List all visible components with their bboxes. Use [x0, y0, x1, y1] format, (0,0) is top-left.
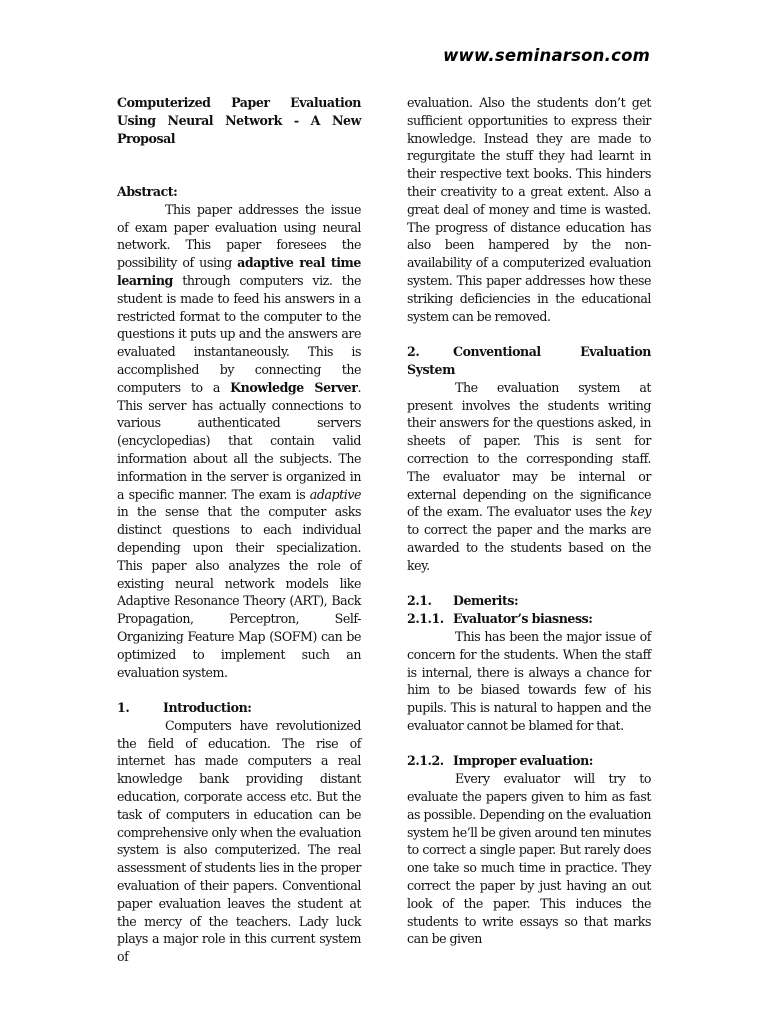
intro-paragraph: Computers have revolutionized the field of education. The rise of internet has made computers a real knowledge bank providing distant education, corporate access etc. But the task of computers in education can be comprehensive only when the evaluation system is also computerized. The real assessment of students lies in the proper evaluation of their papers. Conventional paper evaluation leaves the student at the mercy of the teachers. Lady luck plays a major role in this current system of — [117, 717, 361, 965]
section-2-1-2-heading: 2.1.2. Improper evaluation: — [407, 753, 593, 769]
right-column — [407, 94, 651, 948]
section-2-heading-cont: System — [407, 361, 455, 377]
section-2-1-heading: 2.1. Demerits: — [407, 593, 519, 609]
section-2-1-2-paragraph: Every evaluator will try to evaluate the papers given to him as fast as possible. Depending on the evaluation system he’ll be given around ten minutes to correct a single paper. But rarely does one take so much time in practice. They correct the paper by just having an out look of the paper. This induces the students to write essays so that marks can be given — [407, 771, 651, 947]
section-2-1-1-paragraph: This has been the major issue of concern for the students. When the staff is internal, there is always a chance for him to be biased towards few of his pupils. This is natural to happen and the evaluator cannot be blamed for that. — [407, 628, 651, 733]
section-2-paragraph: The evaluation system at present involves the students writing their answers for the questions asked, in sheets of paper. This is sent for correction to the corresponding staff. The evaluator may be internal or external depending on the significance of the exam. The evaluator uses the key to correct the paper and the marks are awarded to the students based on the key. — [407, 379, 651, 573]
abstract-paragraph: This paper addresses the issue of exam paper evaluation using neural network. This paper foresees the possibility of using adaptive real time learning through computers viz. the student is made to feed his answers in a restricted format to the computer to the questions it puts up and the answers are evaluated instantaneously. This is accomplished by connecting the computers to a Knowledge Server. This server has actually connections to various authenticated servers (encyclopedias) that contain valid information about all the subjects. The information in the server is organized in a specific manner. The exam is adaptive in the sense that the computer asks distinct questions to each individual depending upon their specialization. This paper also analyzes the role of existing neural network models like Adaptive Resonance Theory (ART), Back Propagation, Perceptron, Self-Organizing Feature Map (SOFM) can be optimized to implement such an evaluation system. — [117, 201, 361, 680]
paper-title: Computerized Paper Evaluation Using Neural Network - A New Proposal — [117, 95, 361, 146]
left-column — [117, 94, 361, 966]
section-2-1-1-heading: 2.1.1. Evaluator’s biasness: — [407, 611, 593, 627]
continuation-paragraph: evaluation. Also the students don’t get sufficient opportunities to express their knowledge. Instead they are made to regurgitate the stuff they had learnt in their respective text books. This hinders their creativity to a great extent. Also a great deal of money and time is wasted. The progress of distance education has also been hampered by the non-availability of a computerized evaluation system. This paper addresses how these striking deficiencies in the educational system can be removed. — [407, 95, 651, 324]
abstract-heading: Abstract: — [117, 183, 178, 199]
section-1-heading: 1. Introduction: — [117, 700, 252, 716]
site-url: www.seminarson.com — [443, 46, 650, 65]
section-2-heading: 2. Conventional Evaluation — [407, 344, 651, 360]
